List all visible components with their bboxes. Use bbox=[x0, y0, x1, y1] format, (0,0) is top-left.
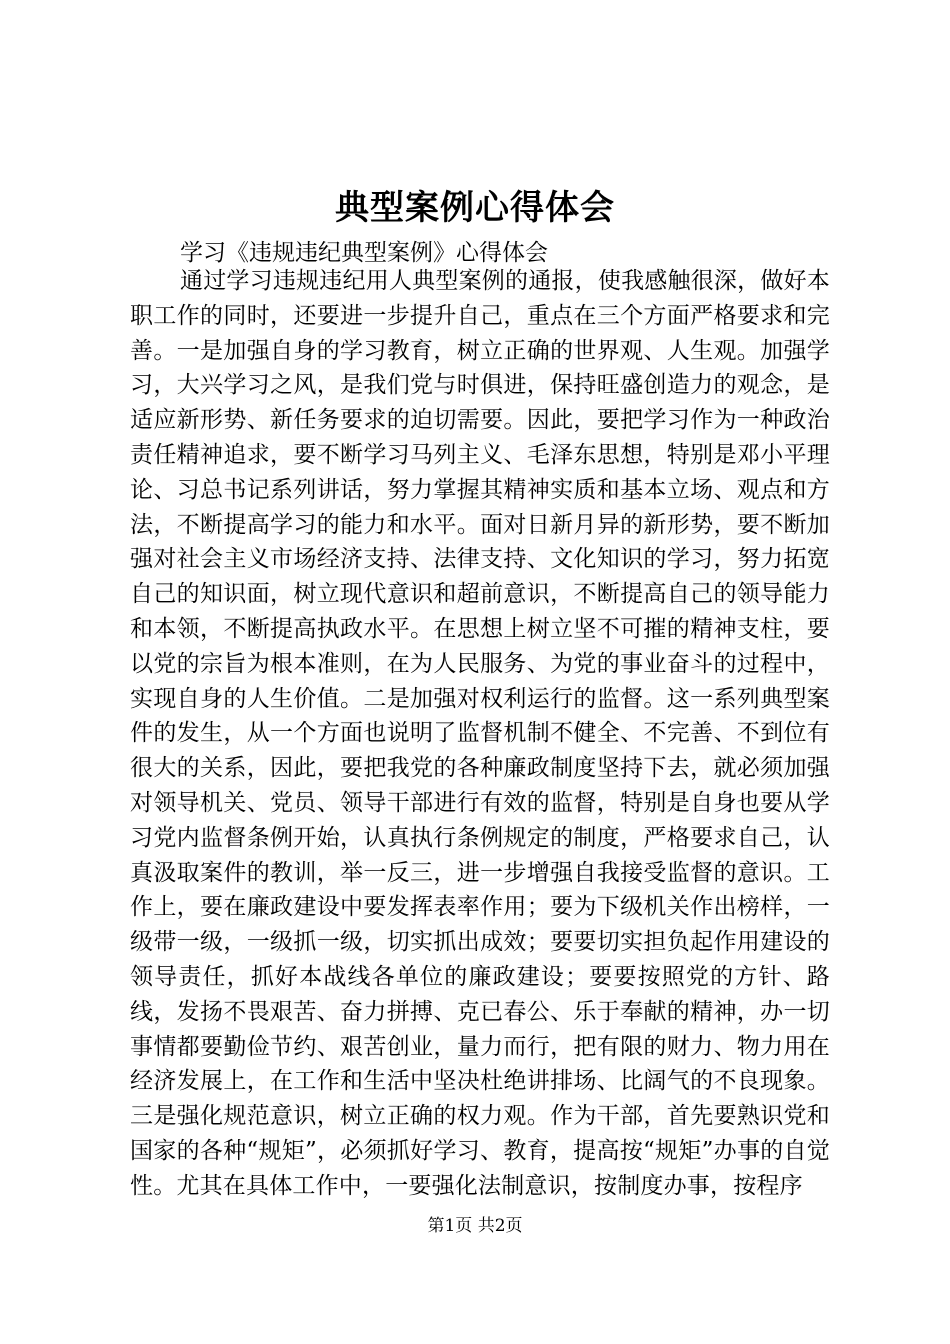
document-title: 典型案例心得体会 bbox=[335, 188, 615, 228]
body-paragraph: 通过学习违规违纪用人典型案例的通报，使我感触很深，做好本职工作的同时，还要进一步提升自己，重点在三个方面严格要求和完善。一是加强自身的学习教育，树立正确的世界观、人生观。加强学习，大兴学习之风，是我们党与时俱进，保持旺盛创造力的观念，是适应新形势、新任务要求的迫切需要。因此，要把学习作为一种政治责任精神追求，要不断学习马列主义、毛泽东思想，特别是邓小平理论、习总书记系列讲话，努力掌握其精神实质和基本立场、观点和方法，不断提高学习的能力和水平。面对日新月异的新形势，要不断加强对社会主义市场经济支持、法律支持、文化知识的学习，努力拓宽自己的知识面，树立现代意识和超前意识，不断提高自己的领导能力和本领，不断提高执政水平。在思想上树立坚不可摧的精神支柱，要以党的宗旨为根本准则，在为人民服务、为党的事业奋斗的过程中，实现自身的人生价值。二是加强对权利运行的监督。这一系列典型案件的发生，从一个方面也说明了监督机制不健全、不完善、不到位有很大的关系，因此，要把我党的各种廉政制度坚持下去，就必须加强对领导机关、党员、领导干部进行有效的监督，特别是自身也要从学习党内监督条例开始，认真执行条例规定的制度，严格要求自己，认真汲取案件的教训，举一反三，进一步增强自我接受监督的意识。工作上，要在廉政建设中要发挥表率作用；要为下级机关作出榜样，一级带一级，一级抓一级，切实抓出成效；要要切实担负起作用建设的领导责任，抓好本战线各单位的廉政建设；要要按照党的方针、路线，发扬不畏艰苦、奋力拼搏、克已春公、乐于奉献的精神，办一切事情都要勤俭节约、艰苦创业，量力而行，把有限的财力、物力用在经济发展上，在工作和生活中坚决杜绝讲排场、比阔气的不良现象。三是强化规范意识，树立正确的权力观。作为干部，首先要熟识党和国家的各种“规矩”，必须抓好学习、教育，提高按“规矩”办事的自觉性。尤其在具体工作中，一要强化法制意识，按制度办事，按程序 bbox=[130, 268, 830, 1199]
document-subtitle: 学习《违规违纪典型案例》心得体会 bbox=[180, 240, 548, 266]
page-number-footer: 第1页 共2页 bbox=[427, 1216, 523, 1236]
